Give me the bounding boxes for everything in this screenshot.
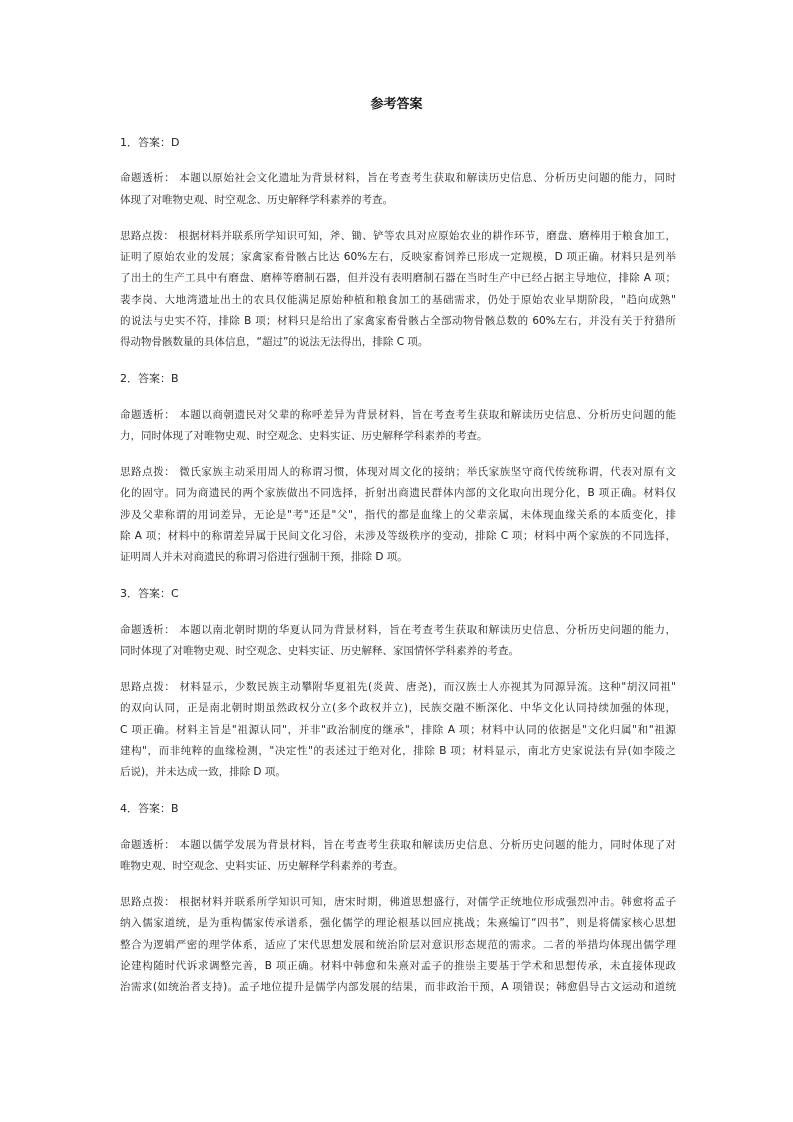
paragraph-label: 思路点拨：	[120, 681, 176, 693]
paragraph-line: 化的固守。同为商遗民的两个家族做出不同选择，折射出商遗民群体内部的文化取向出现分化，B 项正确。材料仅	[120, 487, 676, 500]
paragraph-line: 涉及父辈称谓的用词差异，无论是"考"还是"父"，指代的都是血缘上的父辈亲属，未体现血缘关系的本质变化，排	[120, 508, 676, 521]
paragraph-line: 唯物史观、时空观念、史料实证、历史解释学科素养的考查。	[120, 859, 404, 872]
answer-heading: 4．答案：B	[120, 802, 179, 816]
paragraph-line: 体现了对唯物史观、时空观念、历史解释学科素养的考查。	[120, 193, 393, 206]
answer-3	[120, 583, 676, 783]
paragraph-line	[120, 620, 676, 641]
paragraph-line: 后说)，并未达成一致，排除 D 项。	[120, 766, 286, 778]
line-text: 本题以儒学发展为背景材料，旨在考查考生获取和解读历史信息、分析历史问题的能力，同时体现了对	[179, 838, 677, 851]
paragraph-label: 思路点拨：	[120, 229, 175, 242]
line-text: 微氏家族主动采用周人的称谓习惯，体现对周文化的接纳；举氏家族坚守商代传统称谓，代表对原有文	[179, 466, 677, 478]
paragraph-line: 的说法与史实不符，排除 B 项；材料只是给出了家禽家畜骨骸占全部动物骨骸总数的 60%左右，并没有关于狩猎所	[120, 314, 676, 327]
paragraph-line: 治需求(如统治者支持)。孟子地位提升是儒学内部发展的结果，而非政治干预，A 项错误；韩愈倡导古文运动和道统	[120, 981, 676, 993]
page-title: 参考答案	[370, 97, 423, 112]
paragraph-line	[120, 462, 676, 483]
paragraph-line: 证明了原始农业的发展；家禽家畜骨骸占比达 60%左右，反映家畜饲养已形成一定规模，D 项正确。材料只是列举	[120, 251, 676, 263]
analysis-paragraph	[120, 168, 676, 211]
analysis-paragraph	[120, 405, 676, 448]
analysis-paragraph	[120, 620, 676, 663]
hint-paragraph	[120, 462, 676, 568]
line-text: 根据材料并联系所学知识可知，唐宋时期，佛道思想盛行，对儒学正统地位形成强烈冲击。韩愈将孟子	[179, 896, 677, 908]
paragraph-label: 思路点拨：	[120, 466, 176, 478]
line-text: 本题以商朝遗民对父辈的称呼差异为背景材料，旨在考查考生获取和解读历史信息、分析历史问题的能	[179, 408, 677, 421]
paragraph-line: 整合为逻辑严密的理学体系，适应了宋代思想发展和统治阶层对意识形态规范的需求。二者的举措均体现出儒学理	[120, 938, 676, 951]
paragraph-line: 证明周人并未对商遗民的称谓习俗进行强制干预，排除 D 项。	[120, 551, 408, 563]
paragraph-label: 命题透析：	[120, 408, 176, 421]
paragraph-label: 思路点拨：	[120, 896, 176, 908]
paragraph-label: 命题透析：	[120, 172, 176, 185]
answer-list	[120, 132, 676, 998]
paragraph-line	[120, 168, 676, 189]
line-text: 材料显示，少数民族主动攀附华夏祖先(炎黄、唐尧)，而汉族士人亦视其为同源异流。这种"胡汉同祖"	[179, 681, 677, 693]
paragraph-label: 命题透析：	[120, 838, 176, 851]
answer-1	[120, 132, 676, 353]
paragraph-line	[120, 892, 676, 913]
answer-2	[120, 368, 676, 568]
paragraph-line	[120, 835, 676, 856]
hint-paragraph	[120, 226, 676, 354]
paragraph-line: 的双向认同，正是南北朝时期虽然政权分立(多个政权并立)，民族交融不断深化、中华文化认同持续加强的体现，	[120, 702, 676, 715]
line-text: 根据材料并联系所学知识可知，斧、锄、铲等农具对应原始农业的耕作环节，磨盘、磨棒用于粮食加工，	[178, 229, 677, 242]
hint-paragraph	[120, 892, 676, 998]
hint-paragraph	[120, 677, 676, 783]
paragraph-line	[120, 226, 676, 247]
paragraph-line	[120, 405, 676, 426]
paragraph-line: 力，同时体现了对唯物史观、时空观念、史料实证、历史解释学科素养的考查。	[120, 429, 488, 442]
paragraph-line: 除 A 项；材料中的称谓差异属于民间文化习俗，未涉及等级秩序的变动，排除 C 项；材料中两个家族的不同选择，	[120, 529, 676, 542]
answer-heading: 1．答案：D	[120, 136, 180, 149]
paragraph-line: 同时体现了对唯物史观、时空观念、史料实证、历史解释、家国情怀学科素养的考查。	[120, 644, 519, 657]
paragraph-line: 裴李岗、大地湾遗址出土的农具仅能满足原始种植和粮食加工的基础需求，仍处于原始农业早期阶段，"趋向成熟"	[120, 293, 676, 306]
paragraph-line: 得动物骨骸数量的具体信息，“超过”的说法无法得出，排除 C 项。	[120, 336, 429, 348]
paragraph-line: 纳入儒家道统，是为重构儒家传承谱系，强化儒学的理论根基以回应挑战；朱熹编订“四书”，则是将儒家核心思想	[120, 917, 676, 930]
paragraph-label: 命题透析：	[120, 623, 176, 636]
line-text: 本题以原始社会文化遗址为背景材料，旨在考查考生获取和解读历史信息、分析历史问题的能力，同时	[179, 172, 677, 185]
paragraph-line: 论建构随时代诉求调整完善，B 项正确。材料中韩愈和朱熹对孟子的推崇主要基于学术和思想传承，未直接体现政	[120, 959, 676, 972]
paragraph-line: C 项正确。材料主旨是"祖源认同"，并非"政治制度的继承"，排除 A 项；材料中认同的依据是"文化归属"和"祖源	[120, 723, 676, 736]
answer-4	[120, 798, 676, 998]
answer-heading: 3．答案：C	[120, 587, 179, 601]
paragraph-line: 了出土的生产工具中有磨盘、磨棒等磨制石器，但并没有表明磨制石器在当时生产中已经占据主导地位，排除 A 项；	[120, 272, 676, 285]
answer-heading: 2．答案：B	[120, 372, 179, 386]
line-text: 本题以南北朝时期的华夏认同为背景材料，旨在考查考生获取和解读历史信息、分析历史问题的能力，	[179, 623, 677, 636]
analysis-paragraph	[120, 835, 676, 878]
paragraph-line: 建构"，而非纯粹的血缘检测，"决定性"的表述过于绝对化，排除 B 项；材料显示，南北方史家说法有异(如李陵之	[120, 744, 676, 757]
paragraph-line	[120, 677, 676, 698]
